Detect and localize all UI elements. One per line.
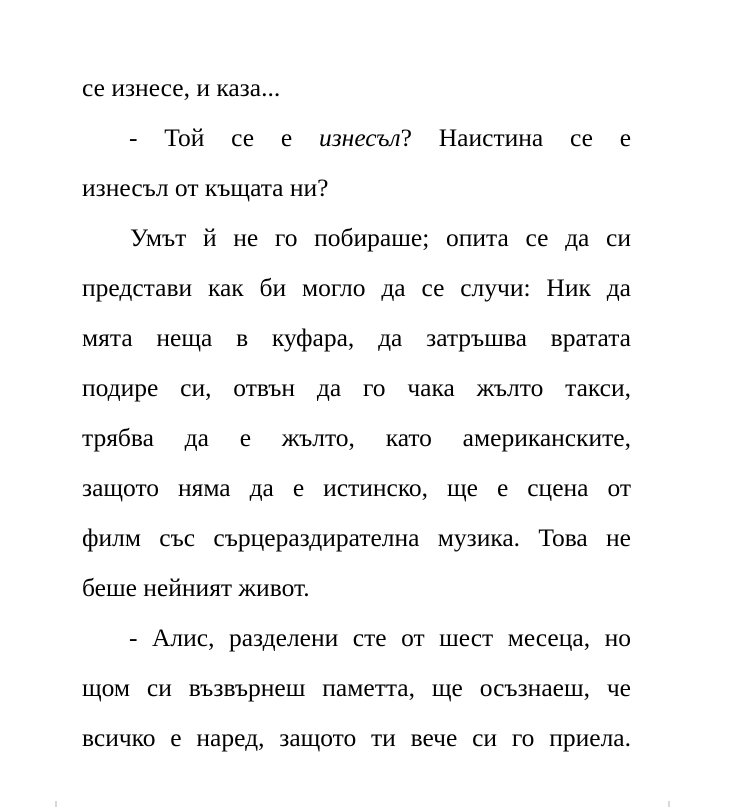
text-line: трябва да е жълто, като американските, xyxy=(82,423,631,452)
text-line: подире си, отвън да го чака жълто такси, xyxy=(82,373,631,402)
document-page xyxy=(82,63,631,763)
dialogue-line xyxy=(82,113,631,163)
text-segment: се xyxy=(569,123,593,152)
text-segment: Той xyxy=(164,123,205,152)
text-line: мята неща в куфара, да затръшва вратата xyxy=(82,323,631,352)
dialogue-line: - Алис, разделени сте от шест месеца, но xyxy=(129,623,631,652)
text-segment: е xyxy=(280,123,293,152)
dialogue-dash: - xyxy=(129,123,138,152)
text-segment-italic: изнесъл? xyxy=(318,123,412,152)
text-line: защото няма да е истинско, ще е сцена от xyxy=(82,473,631,502)
text-line: изнесъл от къщата ни? xyxy=(82,173,329,202)
text-line: филм със сърцераздирателна музика. Това не xyxy=(82,523,631,552)
text-line: представи как би могло да се случи: Ник да xyxy=(82,273,631,302)
text-line: се изнесе, и каза... xyxy=(82,73,281,102)
text-segment: е xyxy=(619,123,632,152)
paragraph-first-line: Умът й не го побираше; опита се да си xyxy=(130,223,631,252)
text-line: беше нейният живот. xyxy=(82,573,310,602)
page-corner-mark-right xyxy=(668,801,670,807)
page-corner-mark-left xyxy=(55,801,57,807)
text-line: всичко е наред, защото ти вече си го приела. xyxy=(82,723,631,752)
text-segment: се xyxy=(231,123,255,152)
text-line: щом си възвърнеш паметта, ще осъзнаеш, че xyxy=(82,673,631,702)
text-segment: Наистина xyxy=(438,123,544,152)
